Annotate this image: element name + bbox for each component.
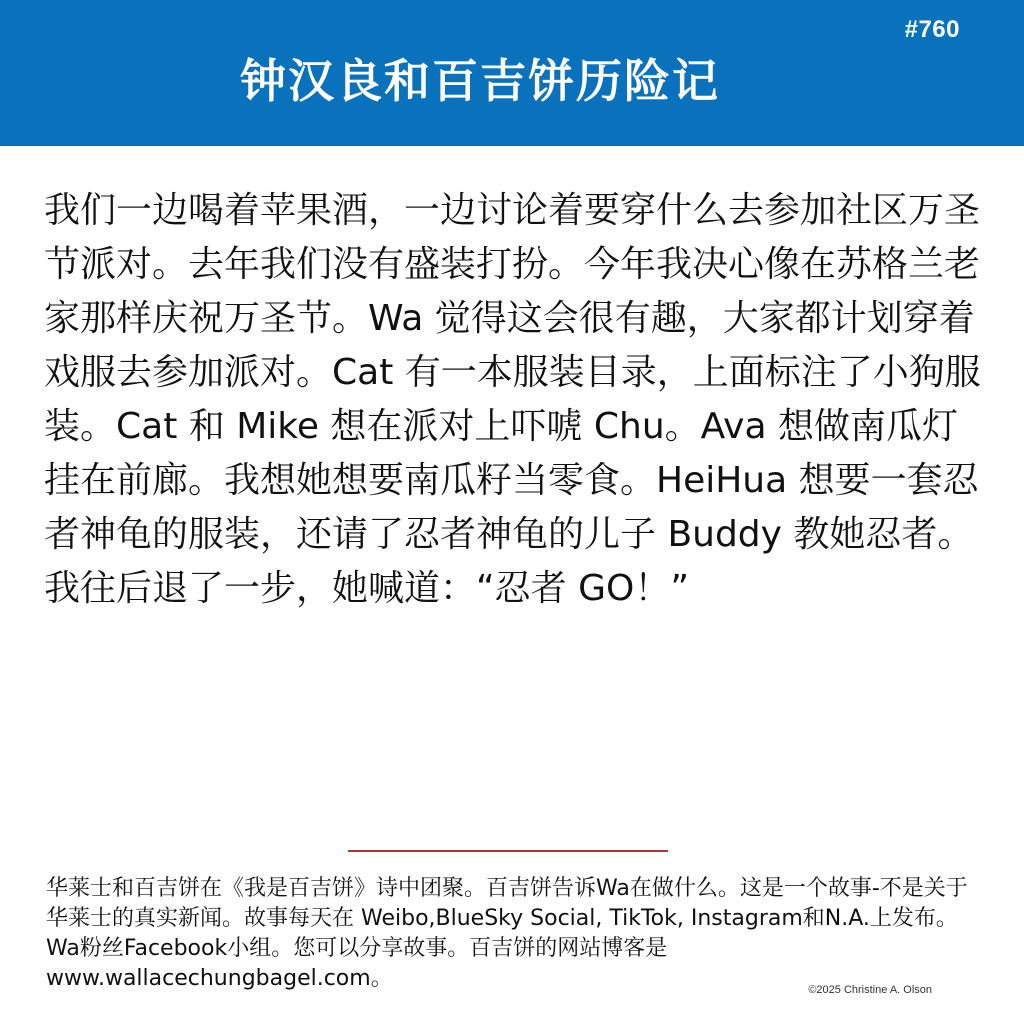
page-title: 钟汉良和百吉饼历险记: [240, 54, 720, 108]
episode-number: #760: [904, 16, 960, 43]
footer-note: 华莱士和百吉饼在《我是百吉饼》诗中团聚。百吉饼告诉Wa在做什么。这是一个故事-不是关于华莱士的真实新闻。故事每天在 Weibo,BlueSky Social, TikTok, Instagram和N.A.上发布。Wa粉丝Facebook小组。您可以分享故事。百吉饼的网站博客是www.wallacechungbagel.com。: [46, 876, 968, 991]
copyright-notice: ©2025 Christine A. Olson: [808, 984, 932, 996]
divider-line: [348, 850, 668, 852]
story-text: 我们一边喝着苹果酒，一边讨论着要穿什么去参加社区万圣节派对。去年我们没有盛装打扮。今年我决心像在苏格兰老家那样庆祝万圣节。Wa 觉得这会很有趣，大家都计划穿着戏服去参加派对。Cat 有一本服装目录，上面标注了小狗服装。Cat 和 Mike 想在派对上吓唬 Chu。Ava 想做南瓜灯挂在前廊。我想她想要南瓜籽当零食。HeiHua 想要一套忍者神龟的服装，还请了忍者神龟的儿子 Buddy 教她忍者。我往后退了一步，她喊道：“忍者 GO！”: [44, 190, 981, 609]
header-banner: [0, 0, 1024, 146]
